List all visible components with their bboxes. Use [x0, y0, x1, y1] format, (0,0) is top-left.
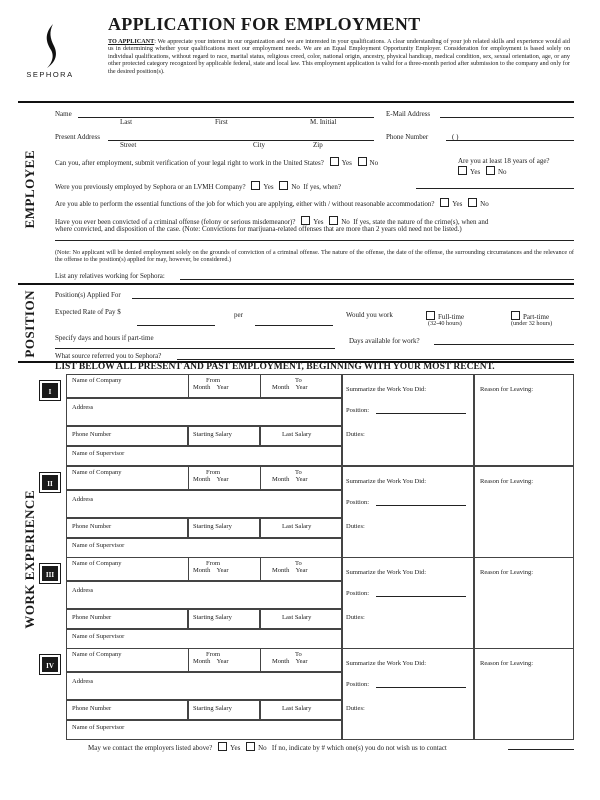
- employment-number: IV: [40, 655, 60, 674]
- per-label: per: [234, 311, 243, 319]
- from-divider: [188, 557, 189, 581]
- phone-label: Phone Number: [72, 705, 112, 712]
- position-label: Position:: [346, 407, 370, 414]
- verification-yes-checkbox[interactable]: [330, 157, 339, 166]
- last-salary-label: Last Salary: [282, 523, 312, 530]
- from-month-year: Month Year: [193, 384, 229, 391]
- convicted-line2: where convicted, and disposition of the case. (Note: Convictions for marijuana-related offenses that are more than 2 years old need not be listed.): [55, 225, 462, 233]
- from-month-year: Month Year: [193, 658, 229, 665]
- no-label: No: [480, 200, 489, 208]
- pay-rate-field[interactable]: [137, 325, 215, 326]
- relatives-label: List any relatives working for Sephora:: [55, 272, 165, 280]
- duties-label: Duties:: [346, 705, 365, 712]
- applied-for-label: Position(s) Applied For: [55, 291, 121, 299]
- intro-text: [108, 38, 570, 75]
- reason-label: Reason for Leaving:: [480, 660, 534, 667]
- summarize-label: Summarize the Work You Did:: [346, 478, 427, 485]
- address-label: Address: [72, 678, 94, 685]
- sephora-logo: [20, 20, 80, 84]
- to-month-year: Month Year: [272, 658, 308, 665]
- header-rule: [18, 101, 574, 103]
- address-cell[interactable]: [66, 398, 342, 426]
- relatives-field[interactable]: [180, 279, 574, 280]
- mi-label: M. Initial: [310, 118, 337, 126]
- pay-rate-label: Expected Rate of Pay $: [55, 308, 121, 316]
- employment-number: II: [40, 473, 60, 492]
- starting-salary-label: Starting Salary: [193, 523, 232, 530]
- contact-yes-checkbox[interactable]: [218, 742, 227, 751]
- pay-period-field[interactable]: [255, 325, 333, 326]
- from-label: From: [206, 377, 221, 384]
- yes-label: Yes: [263, 183, 274, 191]
- position-label: Position:: [346, 499, 370, 506]
- company-label: Name of Company: [72, 469, 122, 476]
- yes-label: Yes: [470, 168, 481, 176]
- last-label: Last: [120, 118, 133, 126]
- last-salary-label: Last Salary: [282, 614, 312, 621]
- applied-for-field[interactable]: [132, 298, 574, 299]
- full-time-hours: (32-40 hours): [428, 320, 462, 327]
- summarize-label: Summarize the Work You Did:: [346, 660, 427, 667]
- days-hours-field[interactable]: [55, 348, 335, 349]
- do-not-contact-field[interactable]: [508, 749, 574, 750]
- name-label: Name: [55, 110, 72, 118]
- phone-label: Phone Number: [386, 133, 429, 141]
- employee-section-label: EMPLOYEE: [22, 150, 37, 229]
- intro-body: : We appreciate your interest in our organization and we are interested in your qualifications. A clear understanding of your job related skills and experience would aid us in determining whether your qualifications meet our employment needs. We are an Equal Employment Opportunity Employer. Consideration for employment is based solely on individual qualifications, without regard to race, marital status, religious creed, color, national origin, ancestry, physical handicap, medical condition, sex, sexual orientation, age, or any other protected category recognized by applicable federal, state and local law. This employment application is valid for a three-month period after submission to the company and only for the desired position(s).: [108, 38, 570, 75]
- convicted-no-checkbox[interactable]: [329, 216, 338, 225]
- present-address-label: Present Address: [55, 133, 100, 141]
- referral-field[interactable]: [177, 359, 574, 360]
- part-time-label: Part-time: [523, 313, 550, 321]
- essential-no-checkbox[interactable]: [468, 198, 477, 207]
- summarize-label: Summarize the Work You Did:: [346, 386, 427, 393]
- prev-employed-no-checkbox[interactable]: [279, 181, 288, 190]
- email-field[interactable]: [440, 117, 574, 118]
- company-label: Name of Company: [72, 651, 122, 658]
- phone-label: Phone Number: [72, 614, 112, 621]
- address-label: Address: [72, 496, 94, 503]
- yes-label: Yes: [452, 200, 463, 208]
- duties-label: Duties:: [346, 431, 365, 438]
- reason-label: Reason for Leaving:: [480, 386, 534, 393]
- to-divider: [260, 648, 261, 672]
- age-no-checkbox[interactable]: [486, 166, 495, 175]
- last-salary-label: Last Salary: [282, 431, 312, 438]
- starting-salary-label: Starting Salary: [193, 431, 232, 438]
- position-field[interactable]: [376, 505, 466, 506]
- supervisor-label: Name of Supervisor: [72, 724, 125, 731]
- days-available-label: Days available for work?: [349, 337, 420, 345]
- days-available-field[interactable]: [434, 344, 574, 345]
- from-label: From: [206, 651, 221, 658]
- reason-label: Reason for Leaving:: [480, 478, 534, 485]
- verification-row: [55, 157, 378, 167]
- starting-salary-label: Starting Salary: [193, 614, 232, 621]
- to-divider: [260, 466, 261, 490]
- prev-employed-row: [55, 181, 341, 191]
- from-label: From: [206, 469, 221, 476]
- address-field[interactable]: [108, 140, 374, 141]
- from-divider: [188, 648, 189, 672]
- duties-label: Duties:: [346, 614, 365, 621]
- verification-question: Can you, after employment, submit verification of your legal right to work in the United States?: [55, 159, 324, 167]
- position-field[interactable]: [376, 413, 466, 414]
- company-label: Name of Company: [72, 377, 122, 384]
- no-label: No: [497, 168, 507, 176]
- from-month-year: Month Year: [193, 476, 229, 483]
- age-question: Are you at least 18 years of age?: [458, 157, 550, 165]
- zip-label: Zip: [313, 141, 323, 149]
- address-label: Address: [72, 587, 94, 594]
- no-label: No: [291, 183, 300, 191]
- duties-label: Duties:: [346, 523, 365, 530]
- address-label: Address: [72, 404, 94, 411]
- to-label: To: [295, 469, 302, 476]
- yes-label: Yes: [313, 218, 324, 226]
- no-label: No: [369, 159, 379, 167]
- work-section-label: WORK EXPERIENCE: [22, 490, 37, 629]
- verification-no-checkbox[interactable]: [358, 157, 367, 166]
- street-label: Street: [120, 141, 137, 149]
- age-yes-checkbox[interactable]: [458, 166, 467, 175]
- position-section-label: POSITION: [22, 290, 37, 358]
- first-label: First: [215, 118, 228, 126]
- referral-label: What source referred you to Sephora?: [55, 352, 162, 360]
- summarize-label: Summarize the Work You Did:: [346, 569, 427, 576]
- phone-label: Phone Number: [72, 431, 112, 438]
- to-month-year: Month Year: [272, 476, 308, 483]
- contact-no-checkbox[interactable]: [246, 742, 255, 751]
- to-divider: [260, 557, 261, 581]
- prev-employed-yes-checkbox[interactable]: [251, 181, 260, 190]
- brand-name: SEPHORA: [26, 70, 74, 79]
- supervisor-label: Name of Supervisor: [72, 542, 125, 549]
- no-label: No: [258, 744, 267, 752]
- phone-format: ( ): [452, 133, 459, 141]
- yes-label: Yes: [341, 159, 352, 167]
- no-label: No: [341, 218, 350, 226]
- address-cell[interactable]: [66, 581, 342, 609]
- employment-number: I: [40, 381, 60, 400]
- position-field[interactable]: [376, 596, 466, 597]
- supervisor-label: Name of Supervisor: [72, 633, 125, 640]
- full-time-label: Full-time: [438, 313, 465, 321]
- conviction-note: (Note: No applicant will be denied employment solely on the grounds of conviction of a criminal offense. The nature of the offense, the date of the offense, the surrounding circumstances and the relevance of the offense to the position(s) applied for may, however, be considered.): [55, 249, 574, 264]
- to-divider: [260, 374, 261, 398]
- part-time-checkbox[interactable]: [511, 311, 520, 320]
- address-cell[interactable]: [66, 490, 342, 518]
- city-label: City: [253, 141, 266, 149]
- contact-row: [88, 742, 447, 752]
- part-time-hours: (under 32 hours): [511, 320, 553, 327]
- age-options: [454, 166, 507, 176]
- position-label: Position:: [346, 590, 370, 597]
- last-salary-label: Last Salary: [282, 705, 312, 712]
- convicted-tail: If yes, state the nature of the crime(s), when and: [353, 218, 489, 226]
- if-yes-when-label: If yes, when?: [303, 183, 341, 191]
- essential-row: [55, 198, 489, 208]
- phone-label: Phone Number: [72, 523, 112, 530]
- from-label: From: [206, 560, 221, 567]
- yes-label: Yes: [230, 744, 241, 752]
- employment-number: III: [40, 564, 60, 583]
- essential-yes-checkbox[interactable]: [440, 198, 449, 207]
- to-month-year: Month Year: [272, 567, 308, 574]
- address-cell[interactable]: [66, 672, 342, 700]
- phone-field[interactable]: [446, 140, 574, 141]
- convicted-question: Have you ever been convicted of a criminal offense (felony or serious misdemeanor)?: [55, 218, 296, 226]
- essential-question: Are you able to perform the essential functions of the job for which you are applying, either with / without reasonable accommodation?: [55, 200, 435, 208]
- work-heading: LIST BELOW ALL PRESENT AND PAST EMPLOYMENT, BEGINNING WITH YOUR MOST RECENT.: [55, 362, 495, 372]
- to-label: To: [295, 560, 302, 567]
- convicted-details-field[interactable]: [55, 240, 574, 241]
- to-month-year: Month Year: [272, 384, 308, 391]
- intro-lead: TO APPLICANT: [108, 38, 155, 45]
- reason-label: Reason for Leaving:: [480, 569, 534, 576]
- position-label: Position:: [346, 681, 370, 688]
- prev-employed-when-field[interactable]: [416, 188, 574, 189]
- supervisor-label: Name of Supervisor: [72, 450, 125, 457]
- days-hours-label: Specify days and hours if part-time: [55, 334, 154, 342]
- prev-employed-question: Were you previously employed by Sephora or an LVMH Company?: [55, 183, 246, 191]
- from-month-year: Month Year: [193, 567, 229, 574]
- would-work-label: Would you work: [346, 311, 393, 319]
- page-title: APPLICATION FOR EMPLOYMENT: [108, 14, 421, 34]
- email-label: E-Mail Address: [386, 110, 431, 118]
- indicate-label: If no, indicate by # which one(s) you do not wish us to contact: [271, 744, 447, 752]
- position-field[interactable]: [376, 687, 466, 688]
- convicted-yes-checkbox[interactable]: [301, 216, 310, 225]
- from-divider: [188, 374, 189, 398]
- company-label: Name of Company: [72, 560, 122, 567]
- sephora-flame-icon: [20, 20, 80, 70]
- contact-question: May we contact the employers listed above?: [88, 744, 213, 752]
- starting-salary-label: Starting Salary: [193, 705, 232, 712]
- from-divider: [188, 466, 189, 490]
- full-time-checkbox[interactable]: [426, 311, 435, 320]
- to-label: To: [295, 377, 302, 384]
- to-label: To: [295, 651, 302, 658]
- employee-rule: [18, 283, 574, 285]
